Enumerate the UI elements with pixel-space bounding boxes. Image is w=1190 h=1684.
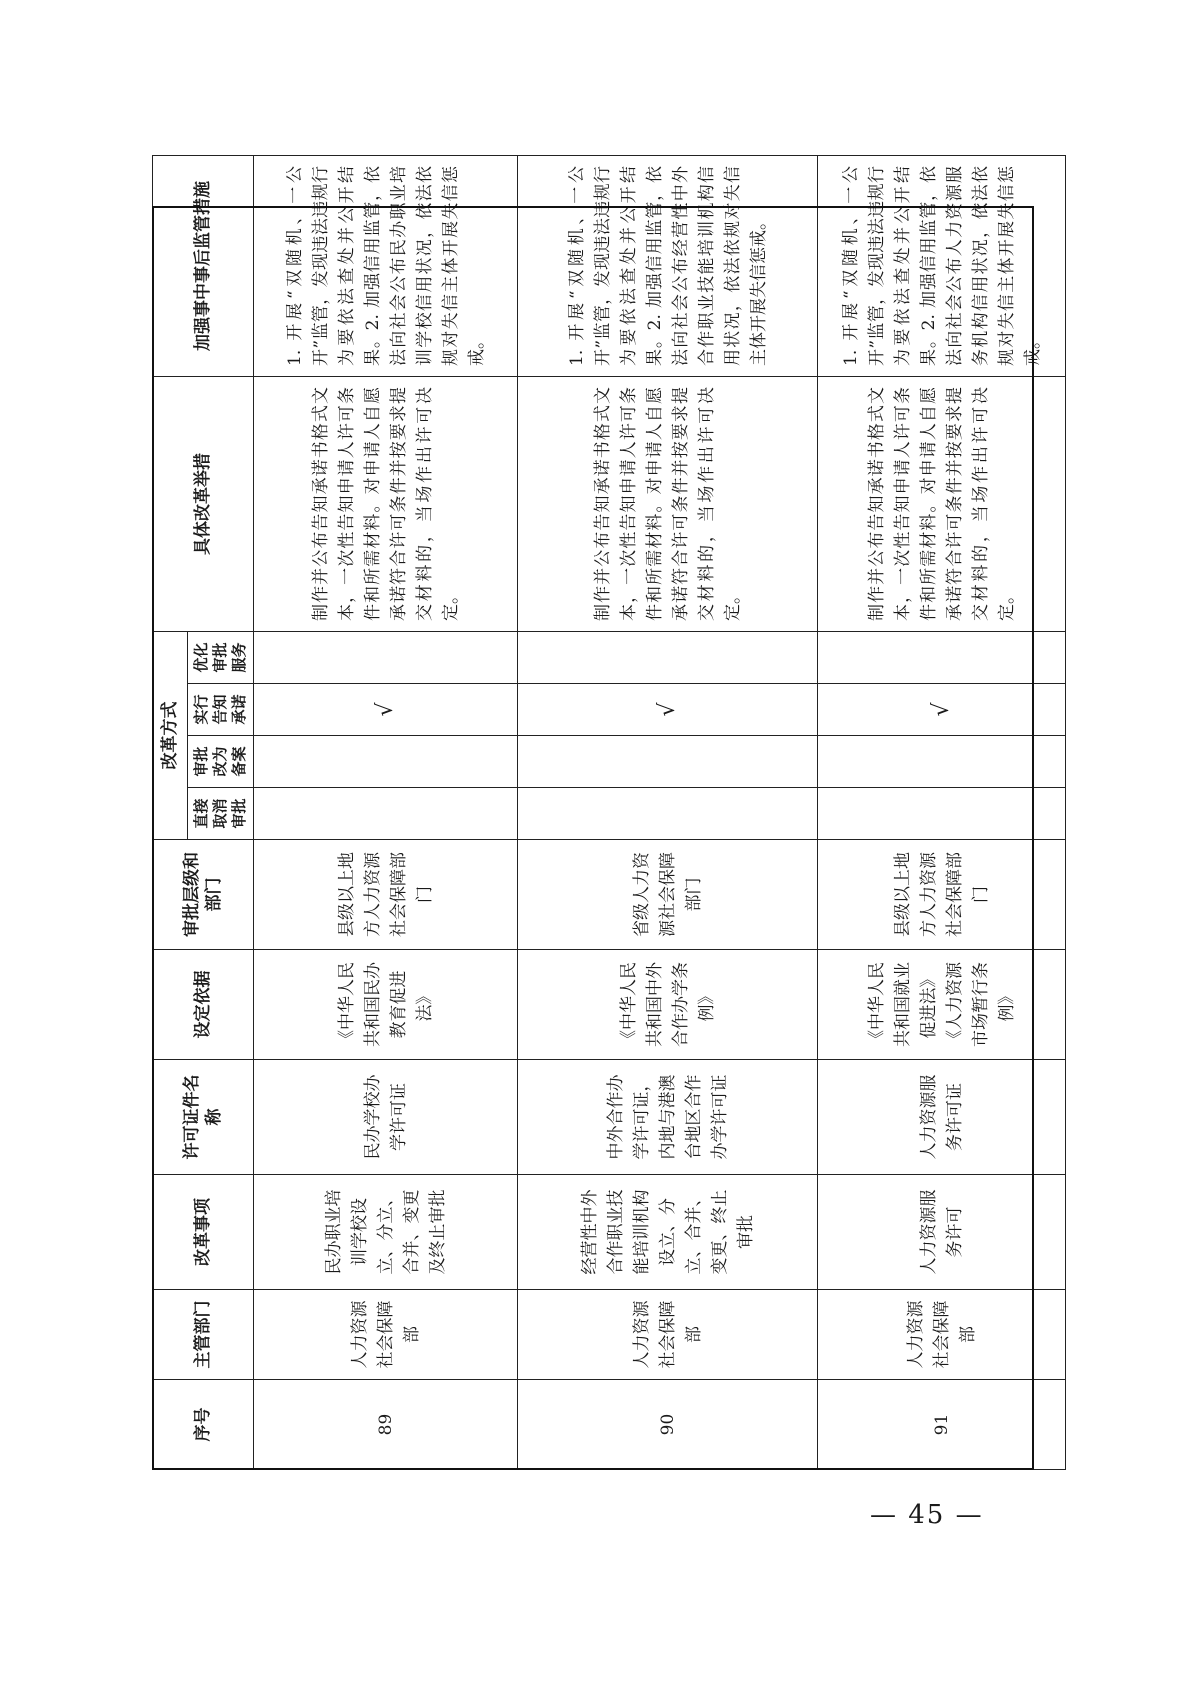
header-basis: 设定依据 — [153, 950, 254, 1060]
cell-license: 民办学校办学许可证 — [254, 1060, 518, 1175]
cell-item: 经营性中外合作职业技能培训机构设立、分立、合并、变更、终止审批 — [518, 1175, 818, 1290]
cell-basis: 《中华人民共和国就业促进法》《人力资源市场暂行条例》 — [818, 950, 1066, 1060]
cell-license: 人力资源服务许可证 — [818, 1060, 1066, 1175]
header-dept: 主管部门 — [153, 1290, 254, 1380]
table-row — [254, 156, 518, 1470]
cell-seq: 91 — [818, 1380, 1066, 1470]
cell-item: 民办职业培训学校设立、分立、合并、变更及终止审批 — [254, 1175, 518, 1290]
header-supervision: 加强事中事后监管措施 — [153, 156, 254, 377]
cell-measures: 制作并公布告知承诺书格式文本，一次性告知申请人许可条件和所需材料。对申请人自愿承诺符合许可条件并按要求提交材料的，当场作出许可决定。 — [254, 377, 518, 632]
reform-table-frame — [152, 166, 1043, 1470]
cell-mode-record — [518, 736, 818, 788]
cell-measures: 制作并公布告知承诺书格式文本，一次性告知申请人许可条件和所需材料。对申请人自愿承诺符合许可条件并按要求提交材料的，当场作出许可决定。 — [818, 377, 1066, 632]
cell-level: 县级以上地方人力资源社会保障部门 — [818, 840, 1066, 950]
page-number: — 45 — — [870, 1500, 984, 1530]
cell-seq: 90 — [518, 1380, 818, 1470]
cell-mode-optimize — [518, 632, 818, 684]
reform-table — [152, 155, 1066, 1470]
header-mode-cancel: 直接取消审批 — [188, 788, 254, 840]
cell-seq: 89 — [254, 1380, 518, 1470]
cell-supervision: 1. 开展“双随机、一公开”监管，发现违法违规行为要依法查处并公开结果。2. 加强信用监管，依法向社会公布经营性中外合作职业技能培训机构信用状况，依法依规对失信主体开展失信惩戒。 — [518, 156, 818, 377]
cell-mode-optimize — [818, 632, 1066, 684]
header-level: 审批层级和部门 — [153, 840, 254, 950]
cell-mode-record — [818, 736, 1066, 788]
cell-dept: 人力资源社会保障部 — [518, 1290, 818, 1380]
cell-license: 中外合作办学许可证，内地与港澳台地区合作办学许可证 — [518, 1060, 818, 1175]
cell-supervision: 1. 开展“双随机、一公开”监管，发现违法违规行为要依法查处并公开结果。2. 加强信用监管，依法向社会公布民办职业培训学校信用状况，依法依规对失信主体开展失信惩戒。 — [254, 156, 518, 377]
header-mode-promise: 实行告知承诺 — [188, 684, 254, 736]
cell-mode-promise: √ — [254, 684, 518, 736]
header-mode-optimize: 优化审批服务 — [188, 632, 254, 684]
cell-mode-cancel — [818, 788, 1066, 840]
table-row — [518, 156, 818, 1470]
rotated-table-container — [152, 166, 1043, 1470]
header-item: 改革事项 — [153, 1175, 254, 1290]
cell-mode-record — [254, 736, 518, 788]
cell-mode-optimize — [254, 632, 518, 684]
cell-item: 人力资源服务许可 — [818, 1175, 1066, 1290]
header-reform-mode: 改革方式 — [153, 632, 188, 840]
header-license: 许可证件名称 — [153, 1060, 254, 1175]
header-measures: 具体改革举措 — [153, 377, 254, 632]
table-row — [818, 156, 1066, 1470]
header-seq: 序号 — [153, 1380, 254, 1470]
cell-dept: 人力资源社会保障部 — [818, 1290, 1066, 1380]
cell-level: 县级以上地方人力资源社会保障部门 — [254, 840, 518, 950]
cell-mode-cancel — [254, 788, 518, 840]
header-mode-record: 审批改为备案 — [188, 736, 254, 788]
cell-measures: 制作并公布告知承诺书格式文本，一次性告知申请人许可条件和所需材料。对申请人自愿承诺符合许可条件并按要求提交材料的，当场作出许可决定。 — [518, 377, 818, 632]
cell-mode-cancel — [518, 788, 818, 840]
cell-mode-promise: √ — [818, 684, 1066, 736]
cell-basis: 《中华人民共和国民办教育促进法》 — [254, 950, 518, 1060]
cell-basis: 《中华人民共和国中外合作办学条例》 — [518, 950, 818, 1060]
cell-dept: 人力资源社会保障部 — [254, 1290, 518, 1380]
cell-mode-promise: √ — [518, 684, 818, 736]
cell-supervision: 1. 开展“双随机、一公开”监管，发现违法违规行为要依法查处并公开结果。2. 加强信用监管，依法向社会公布人力资源服务机构信用状况，依法依规对失信主体开展失信惩戒。 — [818, 156, 1066, 377]
cell-level: 省级人力资源社会保障部门 — [518, 840, 818, 950]
